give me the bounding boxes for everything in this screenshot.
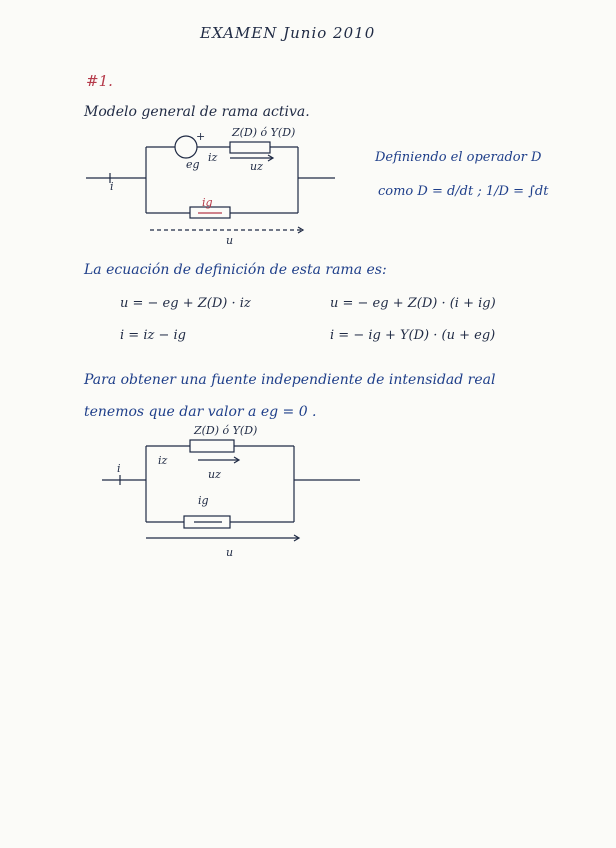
operator-definition: como D = d/dt ; 1/D = ∫dt — [378, 184, 549, 199]
u-label-2: u — [226, 546, 234, 559]
equation-left-1: u = − eg + Z(D) · iz — [120, 296, 251, 311]
active-branch-circuit — [80, 125, 340, 250]
ig-label-2: ig — [198, 494, 209, 507]
eg-label: eg — [186, 158, 200, 171]
section2-line2: tenemos que dar valor a eg = 0 . — [84, 404, 317, 420]
operator-text: Definiendo el operador D — [375, 150, 542, 165]
section1-heading: Modelo general de rama activa. — [84, 104, 310, 120]
equation-right-1: u = − eg + Z(D) · (i + ig) — [330, 296, 496, 311]
page-title: EXAMEN Junio 2010 — [200, 24, 376, 42]
impedance-label: Z(D) ó Y(D) — [232, 126, 296, 139]
problem-number: #1. — [86, 72, 113, 90]
uz-label: uz — [250, 160, 263, 173]
equation-right-2: i = − ig + Y(D) · (u + eg) — [330, 328, 496, 343]
ig-label: ig — [202, 196, 213, 209]
uz-label-2: uz — [208, 468, 221, 481]
section2-line1: Para obtener una fuente independiente de intensidad real — [84, 372, 496, 388]
equation-left-2: i = iz − ig — [120, 328, 186, 343]
impedance-label-2: Z(D) ó Y(D) — [194, 424, 258, 437]
i-label: i — [110, 180, 114, 193]
i-label-2: i — [117, 462, 121, 475]
impedance-box — [230, 142, 270, 153]
equations-intro: La ecuación de definición de esta rama es: — [84, 262, 387, 278]
iz-label: iz — [208, 151, 218, 164]
iz-label-2: iz — [158, 454, 168, 467]
u-label: u — [226, 234, 234, 247]
ideal-current-source-circuit — [98, 430, 368, 560]
impedance-box-2 — [190, 440, 234, 452]
voltage-source-symbol — [175, 136, 197, 158]
plus-sign: + — [196, 130, 206, 143]
